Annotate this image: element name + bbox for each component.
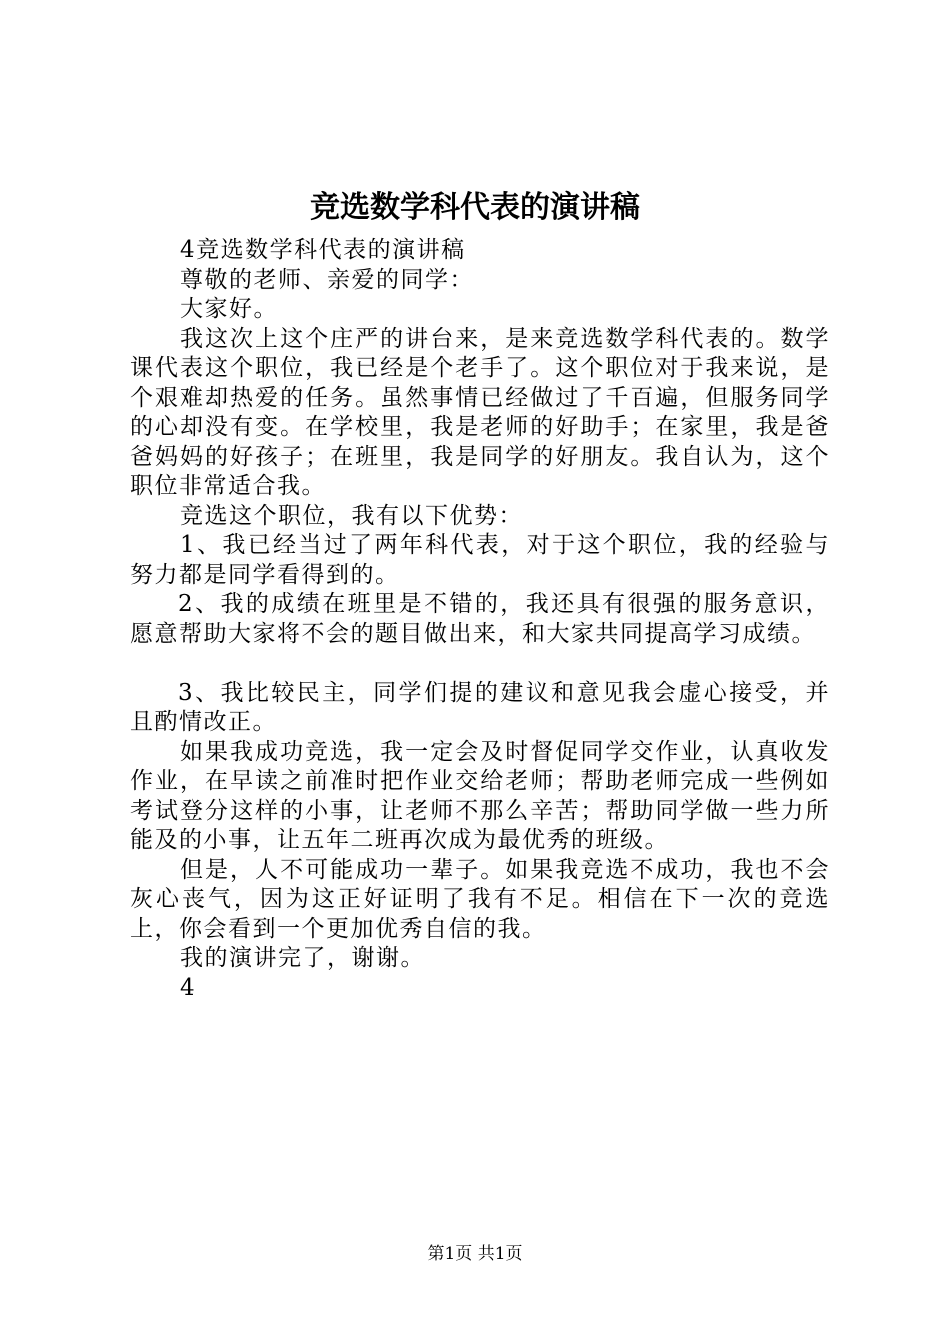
paragraph-advantage-1: 1、我已经当过了两年科代表，对于这个职位，我的经验与努力都是同学看得到的。: [130, 532, 830, 588]
document-body: [130, 236, 830, 1003]
paragraph-advantages-heading: 竞选这个职位，我有以下优势：: [180, 502, 523, 529]
document-title: 竞选数学科代表的演讲稿: [310, 190, 640, 225]
paragraph-plan: 如果我成功竞选，我一定会及时督促同学交作业，认真收发作业，在早读之前准时把作业交给老师；帮助老师完成一些例如考试登分这样的小事，让老师不那么辛苦；帮助同学做一些力所能及的小事，让五年二班再次成为最优秀的班级。: [130, 738, 830, 853]
paragraph-closing: 我的演讲完了，谢谢。: [180, 945, 425, 971]
paragraph-advantage-2: 2、我的成绩在班里是不错的，我还具有很强的服务意识，愿意帮助大家将不会的题目做出来，和大家共同提高学习成绩。: [130, 591, 830, 647]
paragraph-greeting: 大家好。: [180, 296, 278, 322]
paragraph-advantage-3: 3、我比较民主，同学们提的建议和意见我会虚心接受，并且酌情改正。: [130, 679, 830, 735]
paragraph-trailing-number: 4: [180, 974, 197, 1001]
page-footer: 第1页 共1页: [427, 1244, 523, 1264]
paragraph-subtitle: 4竞选数学科代表的演讲稿: [180, 237, 466, 263]
paragraph-salutation: 尊敬的老师、亲爱的同学：: [180, 266, 474, 293]
paragraph-fallback: 但是，人不可能成功一辈子。如果我竞选不成功，我也不会灰心丧气，因为这正好证明了我有不足。相信在下一次的竞选上，你会看到一个更加优秀自信的我。: [130, 856, 830, 942]
paragraph-intro: 我这次上这个庄严的讲台来，是来竞选数学科代表的。数学课代表这个职位，我已经是个老手了。这个职位对于我来说，是个艰难却热爱的任务。虽然事情已经做过了千百遍，但服务同学的心却没有变。在学校里，我是老师的好助手；在家里，我是爸爸妈妈的好孩子；在班里，我是同学的好朋友。我自认为，这个职位非常适合我。: [130, 325, 830, 499]
